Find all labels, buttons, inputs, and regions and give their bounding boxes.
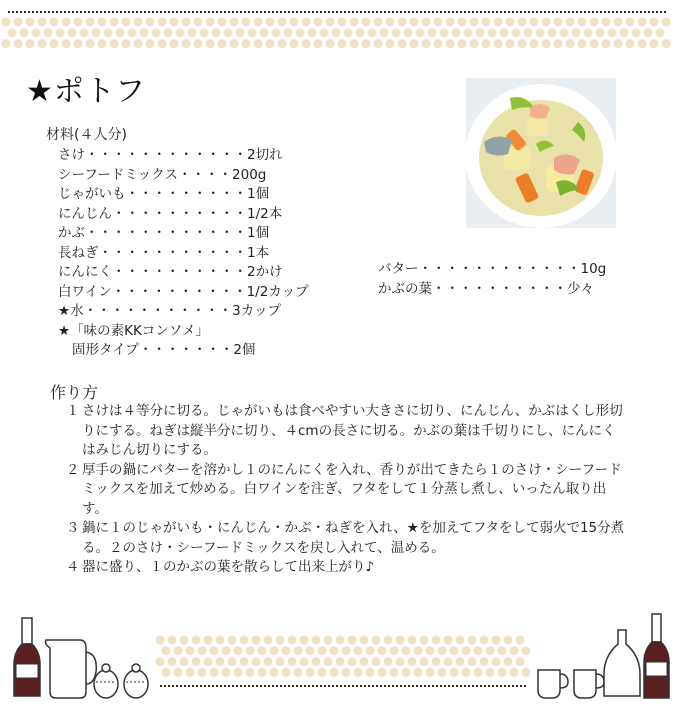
jar-icon — [94, 664, 118, 698]
step-text: 厚手の鍋にバターを溶かし１のにんにくを入れ、香りが出てきたら１のさけ・シーフードミックスを加えて炒める。白ワインを注ぎ、フタをして１分蒸し煮し、いったん取り出す。 — [82, 461, 622, 517]
cup-icon — [574, 670, 604, 698]
step-text: 鍋に１のじゃがいも・にんじん・かぶ・ねぎを入れ、★を加えてフタをして弱火で15分煮る。２のさけ・シーフードミックスを戻し入れて、温める。 — [82, 520, 625, 556]
ingredient-row: シーフードミックス・・・・200g — [58, 166, 267, 183]
wine-bottle-icon — [14, 618, 40, 696]
ingredient-row: ★水・・・・・・・・・・・3カップ — [58, 303, 282, 319]
step-item — [66, 558, 626, 578]
step-item — [66, 519, 626, 558]
ingredients-list-left — [58, 146, 309, 361]
step-text: さけは４等分に切る。じゃがいもは食べやすい大きさに切り、にんじん、かぶはくし形切りにする。ねぎは縦半分に切り、４cmの長さに切る。かぶの葉は千切りにし、にんにくはみじん切りにする。 — [82, 403, 623, 458]
carafe-icon — [604, 630, 640, 696]
steps-heading: 作り方 — [50, 383, 99, 402]
step-number: ４ — [66, 559, 80, 575]
steps-list — [66, 402, 626, 578]
cup-icon — [538, 670, 568, 698]
ingredient-row: ★「味の素KKコンソメ」 — [58, 322, 210, 339]
top-decorative-border — [0, 0, 678, 60]
recipe-title: ★ポトフ — [26, 74, 146, 109]
ingredient-row: バター・・・・・・・・・・・・10g — [378, 261, 607, 277]
step-text: 器に盛り、１のかぶの葉を散らして出来上がり♪ — [82, 559, 375, 575]
bottom-decorative-illustration — [0, 600, 678, 708]
ingredient-row: にんじん・・・・・・・・・・1/2本 — [58, 205, 283, 222]
ingredient-row: 固形タイプ・・・・・・・2個 — [72, 342, 256, 358]
dot-pattern — [2, 18, 671, 49]
ingredients-list-right — [378, 260, 606, 299]
step-item — [66, 402, 626, 461]
ingredient-row: 白ワイン・・・・・・・・・・1/2カップ — [58, 283, 309, 300]
ingredient-row: さけ・・・・・・・・・・・・2切れ — [58, 147, 283, 163]
wine-bottle-icon — [644, 614, 669, 698]
ingredient-row: にんにく・・・・・・・・・・2かけ — [58, 264, 283, 280]
ingredient-row: じゃがいも・・・・・・・・・1個 — [58, 186, 270, 202]
pitcher-icon — [46, 640, 97, 698]
ingredient-row: 長ねぎ・・・・・・・・・・・1本 — [58, 244, 270, 261]
dot-pattern — [156, 636, 531, 677]
step-number: ２ — [66, 461, 80, 478]
ingredients-heading: 材料(４人分) — [46, 127, 127, 143]
ingredient-row: かぶの葉・・・・・・・・・・少々 — [378, 280, 594, 297]
ingredient-row: かぶ・・・・・・・・・・・・1個 — [58, 225, 270, 241]
jar-icon — [124, 664, 148, 698]
step-number: ３ — [66, 520, 80, 536]
pot-au-feu-photo — [466, 78, 616, 228]
step-number: １ — [66, 403, 80, 419]
step-item — [66, 461, 626, 520]
